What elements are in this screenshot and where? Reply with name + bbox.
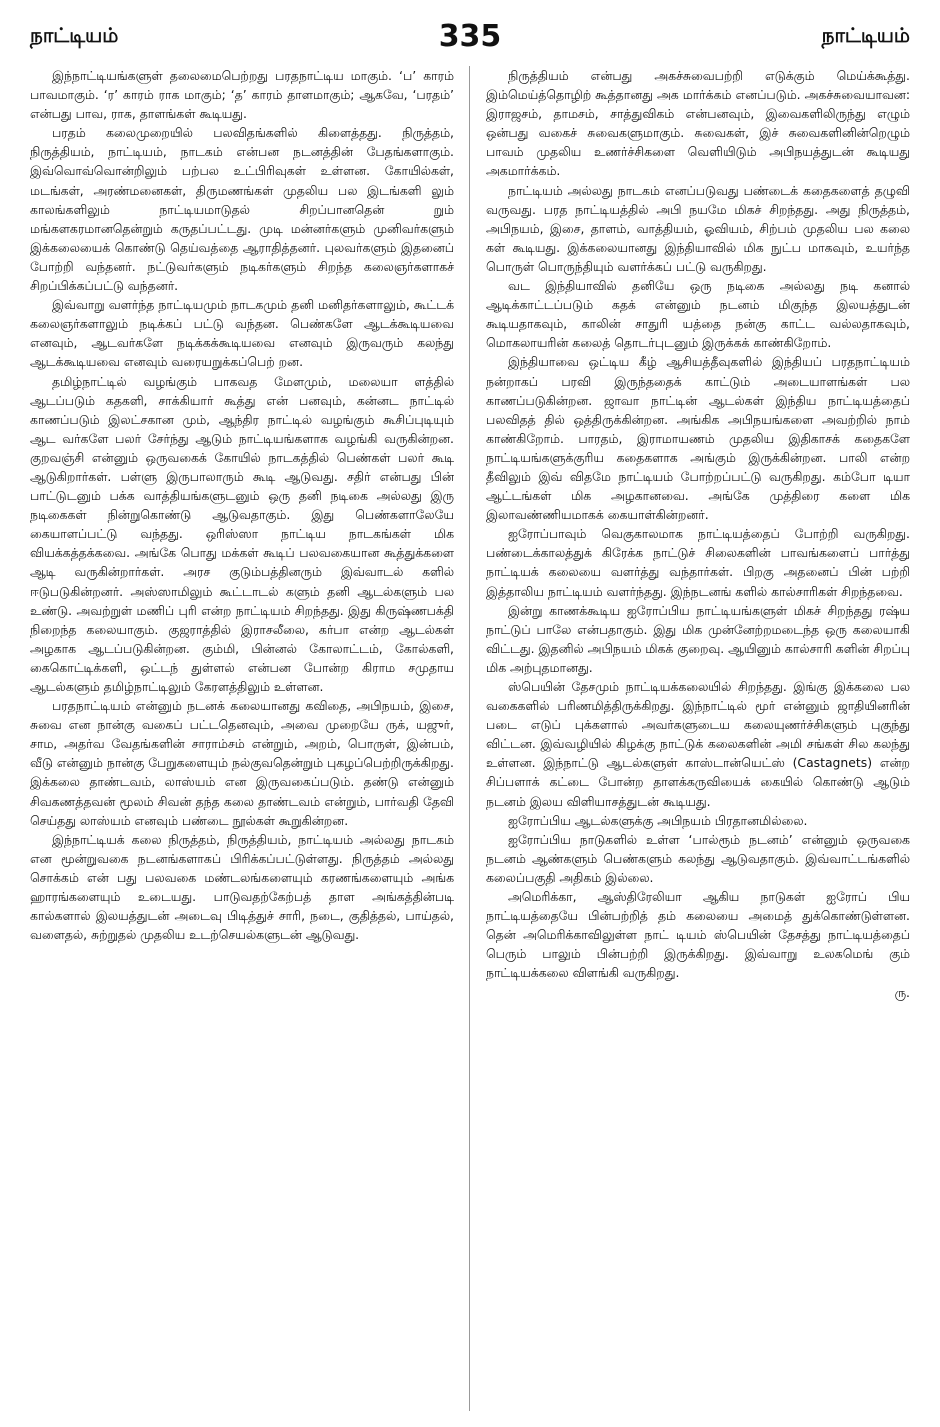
paragraph: ஐரோப்பாவும் வெகுகாலமாக நாட்டியத்தைப் போற்றி வருகிறது. பண்டைக்காலத்துக் கிரேக்க நாட்டுச் சிலைகளின் பாவங்களைப் பார்த்து நாட்டியக் கலையை வளர்த்து வந்தார்கள். பிறகு அதனைப் பின் பற்றி இத்தாலிய நாட்டியம் வளர்ந்தது. இந்நடனங் களில் கால்சாரிகள் சிறந்தவை. — [486, 526, 910, 599]
paragraph: இந்நாட்டியக் கலை நிருத்தம், நிருத்தியம், நாட்டியம் அல்லது நாடகம் என மூன்றுவகை நடனங்களாகப் பிரிக்கப்பட்டுள்ளது. நிருத்தம் அல்லது சொக்கம் என் பது பலவகை மண்டலங்களையும் கரணங்களையும் அங்க ஹாரங்களையும் உடையது. பாடுவதற்கேற்பத் தாள அங்கத்தின்படி கால்களால் இலயத்துடன் அடைவு பிடித்துச் சாரி, நடை, குதித்தல், பாய்தல், வளைதல், சுற்றுதல் முதலிய உடற்செயல்களுடன் ஆடுவது. — [30, 831, 454, 943]
paragraph: பரதம் கலைமுறையில் பலவிதங்களில் கிளைத்தது. நிருத்தம், நிருத்தியம், நாட்டியம், நாடகம் என்பன நடனத்தின் பேதங்களாகும். இவ்வொவ்வொன்றிலும் பற்பல உட்பிரிவுகள் உள்ளன. கோயில்கள், மடங்கள், அரண்மனைகள், திருமணங்கள் முதலிய பல இடங்களி லும் காலங்களிலும் நாட்டியமாடுதல் சிறப்பானதென் றும் மங்களகரமானதென்றும் கருதப்பட்டது. முடி மன்னர்களும் முனிவர்களும் இக்கலையைக் கொண்டு தெய்வத்தை ஆராதித்தனர். புலவர்களும் இதனைப் போற்றி வந்தனர். நட்டுவர்களும் நடிகர்களும் சிறந்த கலைஞர்களாகச் சிறப்பிக்கப்பட்டு வந்தனர். — [30, 125, 454, 294]
paragraph: இந்நாட்டியங்களுள் தலைமைபெற்றது பரதநாட்டிய மாகும். ‘ப’ காரம் பாவமாகும். ‘ர’ காரம் ராக மாகும்; ‘த’ காரம் தாளமாகும்; ஆகவே, ‘பரதம்’ என்பது பாவ, ராக, தாளங்கள் கூடியது. — [30, 68, 454, 122]
paragraph: தமிழ்நாட்டில் வழங்கும் பாகவத மேளமும், மலையா ளத்தில் ஆடப்படும் கதகளி, சாக்கியார் கூத்து என் பனவும், கன்னட நாட்டில் காணப்படும் இலட்சகான மும், ஆந்திர நாட்டில் வழங்கும் கூசிப்புடியும் ஆட வர்களே பலர் சேர்ந்து ஆடும் நாட்டியங்களாக வழங்கி வருகின்றன. குறவஞ்சி என்னும் ஒருவகைக் கோயில் நாடகத்தில் பெண்கள் பலர் கூடி ஆடுகிறார்கள். பள்ளு இருபாலாரும் கூடி ஆடுவது. சதிர் என்பது பின் பாட்டுடனும் பக்க வாத்தியங்களுடனும் ஒரு தனி நடிகை அல்லது இரு நடிகைகள் நின்றுகொண்டு ஆடுவதாகும். இது பெண்களாலேயே கையாளப்பட்டு வந்தது. ஒரிஸ்ஸா நாட்டிய நாடகங்கள் மிக வியக்கத்தக்கவை. அங்கே பொது மக்கள் கூடிப் பலவகையான கூத்துக்களை ஆடி வருகின்றார்கள். அரச குடும்பத்தினரும் இவ்வாடல் களில் ஈடுபடுகின்றனர். அஸ்ஸாமிலும் கூட்டாடல் களும் தனி ஆடல்களும் பல உண்டு. அவற்றுள் மணிப் புரி என்ற நாட்டியம் சிறந்தது. இது கிருஷ்ணபக்தி நிறைந்த கலையாகும். குஜராத்தில் இராசலீலை, கர்பா என்ற ஆடல்கள் அழகாக ஆடப்படுகின்றன. கும்மி, பின்னல் கோலாட்டம், கோல்களி, கைகொட்டிக்களி, ஒட்டந் துள்ளல் என்பன போன்ற கிராம சமுதாய ஆடல்களும் தமிழ்நாட்டிலும் கேரளத்திலும் உள்ளன. — [30, 373, 454, 694]
paragraph: இன்று காணக்கூடிய ஐரோப்பிய நாட்டியங்களுள் மிகச் சிறந்தது ரஷ்ய நாட்டுப் பாலே என்பதாகும். இது மிக முன்னேற்றமடைந்த ஒரு கலையாகி விட்டது. இதனில் அபிநயம் மிகக் குறைவு. ஆயினும் கால்சாரி களின் சிறப்பு மிக அற்புதமானது. — [486, 602, 910, 675]
author-initials: ரு. — [894, 984, 910, 1000]
text-columns — [30, 66, 910, 1414]
paragraph: நிருத்தியம் என்பது அகச்சுவைபற்றி எடுக்கும் மெய்க்கூத்து. இம்மெய்த்தொழிற் கூத்தானது அக மார்க்கம் எனப்படும். அகச்சுவையாவன: இராஜசம், தாமசம், சாத்துவிகம் என்பனவும், இவைகளிலிருந்து எழும் ஒன்பது வகைச் சுவைகளுமாகும். சுவைகள், இச் சுவைகளினின்றெழும் பாவம் முதலிய உணர்ச்சிகளை வெளியிடும் அபிநயத்துடன் கூடியது அகமார்க்கம். — [486, 68, 910, 179]
paragraph: நாட்டியம் அல்லது நாடகம் எனப்படுவது பண்டைக் கதைகளைத் தழுவி வருவது. பரத நாட்டியத்தில் அபி நயமே மிகச் சிறந்தது. அது நிருத்தம், அபிநயம், இசை, தாளம், வாத்தியம், ஓவியம், சிற்பம் முதலிய பல கலை கள் கூடியது. இக்கலையானது இந்தியாவில் மிக நுட்ப மாகவும், உயர்ந்த பொருள் பொருந்தியும் வளர்க்கப் பட்டு வருகிறது. — [486, 182, 910, 274]
page-header — [30, 16, 910, 56]
paragraph: ஸ்பெயின் தேசமும் நாட்டியக்கலையில் சிறந்தது. இங்கு இக்கலை பல வகைகளில் பரிணமித்திருக்கிறது. இந்நாட்டில் மூர் என்னும் ஜாதியினரின் படை எடுப் புக்களால் அவர்களுடைய கலையுணர்ச்சிகளும் புகுந்து விட்டன. இவ்வழியில் கிழக்கு நாட்டுக் கலைகளின் அமி சங்கள் சில கலந்து உள்ளன. இந்நாட்டு ஆடல்களுள் காஸ்டான்யெட்ஸ் (Castagnets) என்ற சிப்பளாக் கட்டை போன்ற தாளக்கருவியைக் கையில் கொண்டு ஆடும் நடனம் இலய விளியாசத்துடன் கூடியது. — [486, 679, 910, 809]
paragraph: அமெரிக்கா, ஆஸ்திரேலியா ஆகிய நாடுகள் ஐரோப் பிய நாட்டியத்தையே பின்பற்றித் தம் கலையை அமைத் துக்கொண்டுள்ளன. தென் அமெரிக்காவிலுள்ள நாட் டியம் ஸ்பெயின் தேசத்து நாட்டியத்தைப் பெரும் பாலும் பின்பற்றி இருக்கிறது. இவ்வாறு உலகமெங் கும் நாட்டியக்கலை விளங்கி வருகிறது. — [486, 889, 910, 981]
left-column — [30, 66, 454, 1414]
column-divider — [469, 66, 470, 1411]
paragraph: இவ்வாறு வளர்ந்த நாட்டியமும் நாடகமும் தனி மனிதர்களாலும், கூட்டக் கலைஞர்களாலும் நடிக்கப் பட்டு வந்தன. பெண்களே ஆடக்கூடியவை எனவும், ஆடவர்களே நடிக்கக்கூடியவை எனவும் இருவரும் கலந்து ஆடக்கூடியவை எனவும் வரையறுக்கப்பெற் றன. — [30, 297, 454, 370]
paragraph: இந்தியாவை ஒட்டிய கீழ் ஆசியத்தீவுகளில் இந்தியப் பரதநாட்டியம் நன்றாகப் பரவி இருந்ததைக் காட்டும் அடையாளங்கள் பல காணப்படுகின்றன. ஜாவா நாட்டின் ஆடல்கள் இந்திய நாட்டியத்தைப் பலவிதத் தில் ஒத்திருக்கின்றன. அங்கிக அபிநயங்களை அவற்றில் நாம் காண்கிறோம். பாரதம், இராமாயணம் முதலிய இதிகாசக் கதைகளே நாட்டியங்களுக்குரிய கதைகளாக அங்கும் இருக்கின்றன. பாலி என்ற தீவிலும் இவ் விதமே நாட்டியம் போற்றப்பட்டு வருகிறது. கம்போ டியா ஆட்டங்கள் மிக அழகானவை. அங்கே முத்திரை களை மிக இலாவண்ணியமாகக் கையாள்கின்றனர். — [486, 354, 910, 523]
paragraph: ஐரோப்பிய நாடுகளில் உள்ள ‘பால்ரூம் நடனம்’ என்னும் ஒருவகை நடனம் ஆண்களும் பெண்களும் கலந்து ஆடுவதாகும். இவ்வாட்டங்களில் கலைப்பகுதி அதிகம் இல்லை. — [486, 831, 910, 885]
paragraph: ஐரோப்பிய ஆடல்களுக்கு அபிநயம் பிரதானமில்லை. — [508, 812, 808, 828]
running-head-right: நாட்டியம் — [821, 22, 910, 47]
paragraph: வட இந்தியாவில் தனியே ஒரு நடிகை அல்லது நடி கனால் ஆடிக்காட்டப்படும் கதக் என்னும் நடனம் மிகுந்த இலயத்துடன் கூடியதாகவும், காலின் சாதுரி யத்தை நன்கு காட்ட வல்லதாகவும், மொகலாயரின் கலைத் தொடர்புடனும் இருக்கக் காண்கிறோம். — [486, 278, 910, 351]
running-head-left: நாட்டியம் — [30, 22, 119, 47]
page-number: 335 — [438, 18, 502, 54]
paragraph: பரதநாட்டியம் என்னும் நடனக் கலையானது கவிதை, அபிநயம், இசை, சுவை என நான்கு வகைப் பட்டதெனவும், அவை முறையே ருக், யஜுர், சாம, அதர்வ வேதங்களின் சாராம்சம் என்றும், அறம், பொருள், இன்பம், வீடு என்னும் நான்கு பேறுகளையும் நல்குவதென்றும் புகழப்பெற்றிருக்கிறது. இக்கலை தாண்டவம், லாஸ்யம் என இருவகைப்படும். தண்டு என்னும் சிவகணத்தவன் மூலம் சிவன் தந்த கலை தாண்டவம் என்றும், பார்வதி தேவி செய்தது லாஸ்யம் எனவும் பண்டை நூல்கள் கூறுகின்றன. — [30, 698, 454, 828]
right-column — [486, 66, 910, 1414]
